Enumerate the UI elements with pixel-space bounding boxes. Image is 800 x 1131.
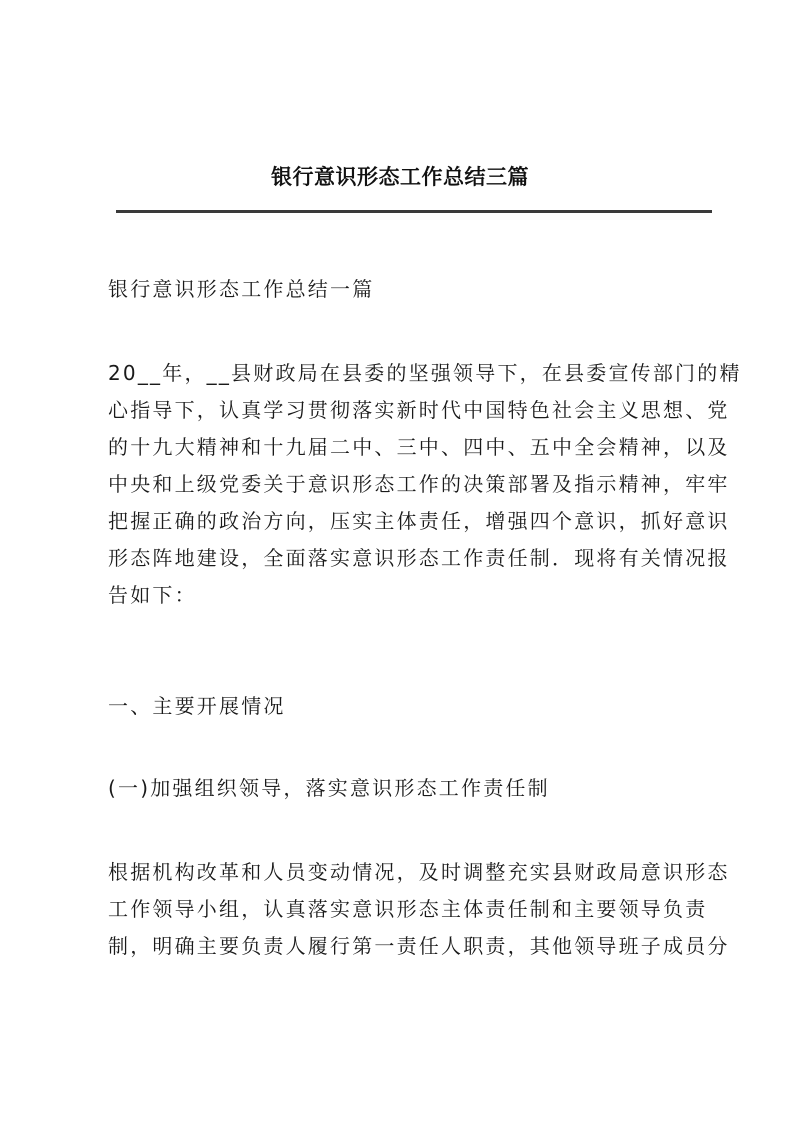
section-heading: 银行意识形态工作总结一篇: [108, 277, 375, 301]
heading-main-situation: 一、主要开展情况: [108, 694, 286, 718]
paragraph-line: 的十九大精神和十九届二中、三中、四中、五中全会精神，以及: [108, 435, 730, 459]
title-underline: [116, 210, 712, 213]
paragraph-line: 告如下：: [108, 583, 197, 607]
subheading-organization: (一)加强组织领导，落实意识形态工作责任制: [108, 776, 550, 800]
paragraph-intro: [108, 355, 742, 614]
paragraph-line: 中央和上级党委关于意识形态工作的决策部署及指示精神，牢牢: [108, 472, 730, 496]
document-title: 银行意识形态工作总结三篇: [271, 164, 529, 189]
paragraph-line: 20__年，__县财政局在县委的坚强领导下，在县委宣传部门的精: [108, 361, 742, 385]
paragraph-organization: [108, 854, 730, 965]
paragraph-line: 根据机构改革和人员变动情况，及时调整充实县财政局意识形态: [108, 860, 730, 884]
paragraph-line: 制，明确主要负责人履行第一责任人职责，其他领导班子成员分: [108, 934, 730, 958]
paragraph-line: 工作领导小组，认真落实意识形态主体责任制和主要领导负责: [108, 897, 708, 921]
paragraph-line: 把握正确的政治方向，压实主体责任，增强四个意识，抓好意识: [108, 509, 730, 533]
paragraph-line: 心指导下，认真学习贯彻落实新时代中国特色社会主义思想、党: [108, 398, 730, 422]
paragraph-line: 形态阵地建设，全面落实意识形态工作责任制．现将有关情况报: [108, 546, 730, 570]
